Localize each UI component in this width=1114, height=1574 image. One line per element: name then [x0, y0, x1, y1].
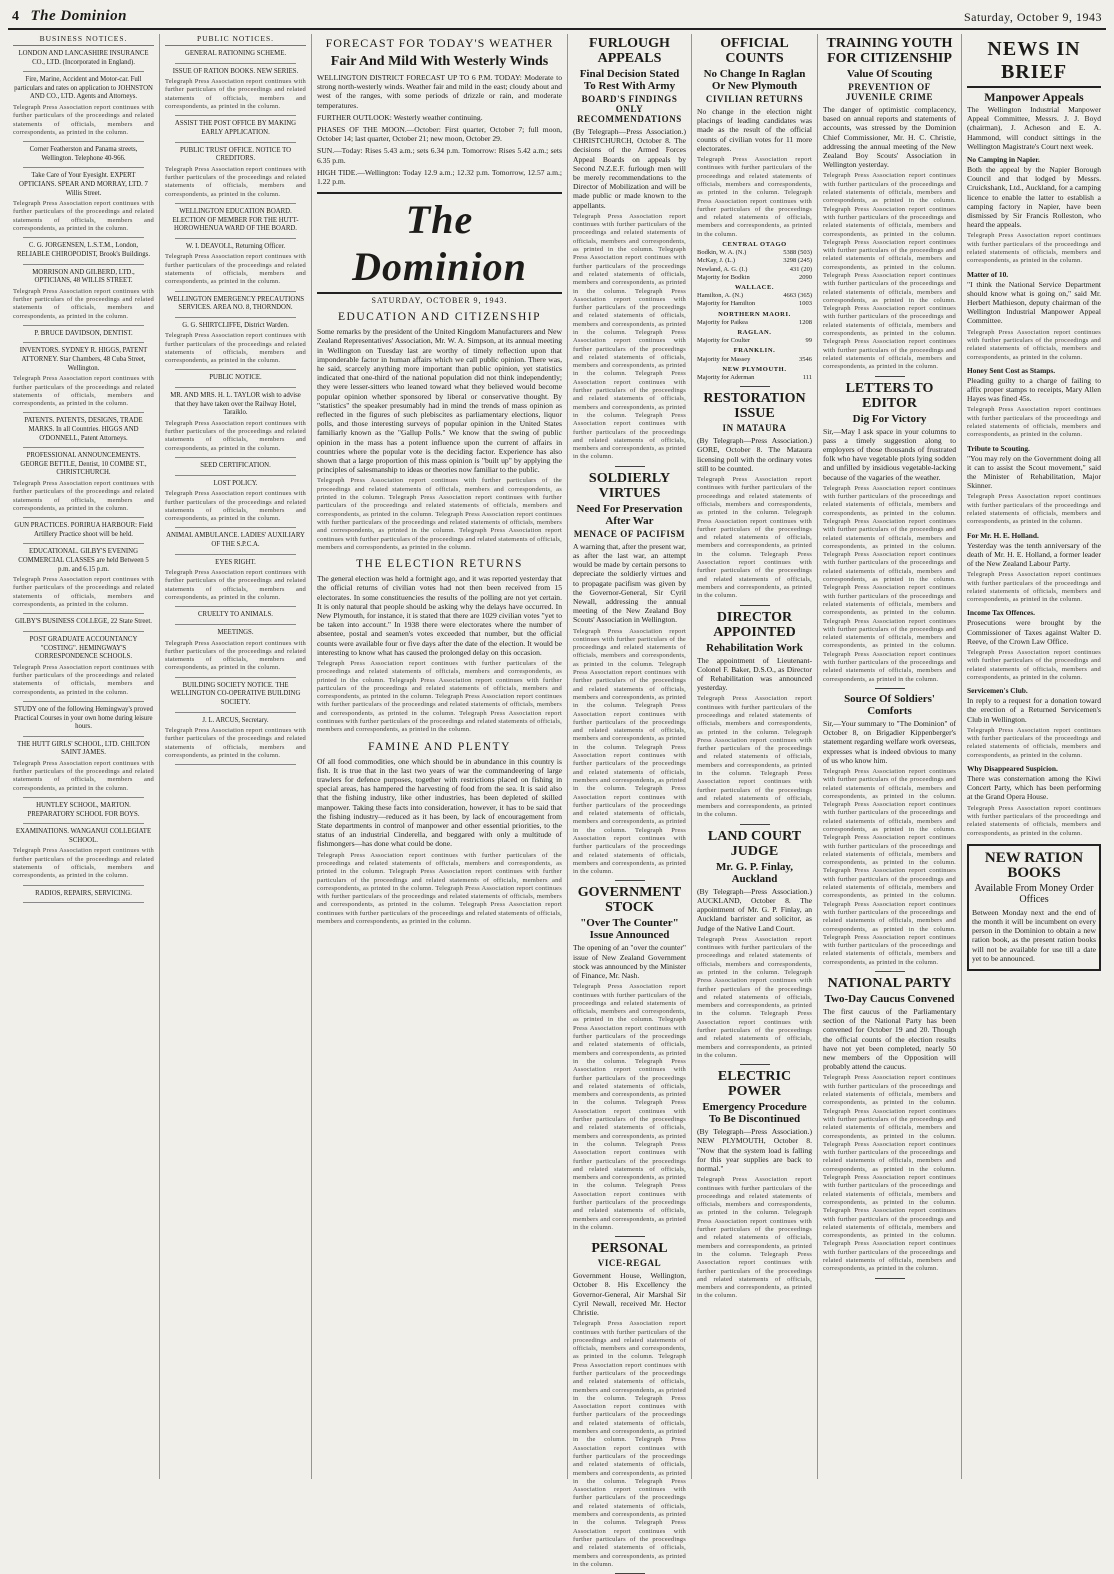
editorial-text: The general election was held a fortnight ago, and it was reported yesterday that the official returns of civilian votes had not then been received from 15 electorates. In some constituencies the results of the polling are not yet certain. It is only natural that people should be asking why the delays have occurred. In New Plymouth, for instance, it is stated that there are 1029 civilian votes "yet to be taken into account." In 1938 there were electorates where the number of absentee, postal and seamen's votes exceeded that number, but the official counts were available four or five days after the date of the election. It would be interesting to know what has caused the prolonged delay on this occasion. — [317, 574, 562, 657]
vote-count: 4663 (365) — [783, 292, 812, 300]
article-continuation: Telegraph Press Association report continues with further particulars of the proceedings and related statements of officials, members and correspondents, as printed in the column. — [13, 576, 154, 609]
brief-text: Pleading guilty to a charge of failing to affix proper stamps to receipts, Mary Allen Hayes was fined 45s. — [967, 375, 1101, 404]
article-divider — [740, 386, 770, 387]
article-continuation: Telegraph Press Association report continues with further particulars of the proceedings and related statements of officials, members and correspondents, as printed in the column. — [967, 571, 1101, 604]
public-notice: PUBLIC TRUST OFFICE. NOTICE TO CREDITORS. — [179, 146, 292, 163]
section-heading: PUBLIC NOTICES. — [165, 34, 306, 46]
notice-divider — [23, 412, 144, 413]
notice-divider — [23, 902, 144, 903]
public-notice: EYES RIGHT. — [215, 558, 256, 566]
notice-divider — [175, 115, 296, 116]
masthead-date: Saturday, October 9, 1943 — [963, 10, 1102, 24]
column-public-notices — [160, 34, 312, 1479]
article-continuation: Telegraph Press Association report continues with further particulars of the proceedings and related statements of officials, members and correspondents, as printed in the column. — [165, 165, 306, 198]
table-title: CENTRAL OTAGO — [722, 240, 787, 248]
notice-divider — [23, 141, 144, 142]
notice-divider — [23, 325, 144, 326]
candidate-name: Bodkin, W. A. (N.) — [697, 249, 747, 257]
articles-list — [573, 36, 686, 1574]
table-section-label: NEW PLYMOUTH. — [722, 365, 787, 373]
masthead-left — [12, 8, 127, 25]
article-continuation: Telegraph Press Association report continues with further particulars of the proceedings and related statements of officials, members and correspondents, as printed in the column. Telegraph Press Association report continues with further particulars of the proceedings and related statements of officials, members and correspondents, as printed in the column. Telegraph Press Association report continues with further particulars of the proceedings and related statements of officials, members and correspondents, as printed in the column. — [697, 935, 812, 1059]
editorials — [317, 311, 562, 926]
brief-heading: No Camping in Napier. — [967, 155, 1040, 165]
article-continuation: Telegraph Press Association report continues with further particulars of the proceedings and related statements of officials, members and correspondents, as printed in the column. Telegraph Press Association report continues with further particulars of the proceedings and related statements of officials, members and correspondents, as printed in the column. Telegraph Press Association report continues with further particulars of the proceedings and related statements of officials, members and correspondents, as printed in the column. Telegraph Press Association report continues with further particulars of the proceedings and related statements of officials, members and correspondents, as printed in the column. Telegraph Press Association report continues with further particulars of the proceedings and related statements of officials, members and correspondents, as printed in the column. Telegraph Press Association report continues with further particulars of the proceedings and related statements of officials, members and correspondents, as printed in the column. — [573, 983, 686, 1231]
public-notice: MEETINGS. — [217, 628, 254, 636]
public-notice: BUILDING SOCIETY NOTICE. THE WELLINGTON CO-OPERATIVE BUILDING SOCIETY. — [170, 681, 301, 706]
article-headline: NATIONAL PARTY — [827, 976, 952, 992]
table-row — [697, 249, 812, 257]
table-section-label: FRANKLIN. — [733, 347, 776, 355]
vote-count: 1208 — [799, 318, 812, 326]
public-notice: WELLINGTON EDUCATION BOARD. ELECTION OF MEMBER FOR THE HUTT-HOROWHENUA WARD OF THE BOARD. — [172, 207, 299, 233]
column-business-notices — [8, 34, 160, 1479]
notice-divider — [23, 167, 144, 168]
editorial-heading: EDUCATION AND CITIZENSHIP — [338, 311, 541, 324]
table-rows — [697, 249, 812, 382]
article-text: A warning that, after the present war, as after the last war, an attempt would be made by certain persons to depreciate the soldierly virtues and to propagate pacifism was given by the Governor-General, Sir Cyril Newall, addressing the annual meeting of the New Zealand Boy Scouts' Association in Wellington. — [573, 541, 686, 625]
article-deck: MENACE OF PACIFISM — [573, 528, 686, 539]
notice-divider — [23, 701, 144, 702]
business-notice: Fire, Marine, Accident and Motor-car. Full particulars and rates on application to JOHNSTON AND CO., LTD. Agents and Attorneys. — [14, 76, 153, 101]
article-text: Sir,—Your summary to "The Dominion" of October 8, on Brigadier Kippenberger's statement regarding welfare work overseas, expresses what is indeed obvious to many of us who know him. — [823, 718, 956, 765]
notice-divider — [23, 517, 144, 518]
article-continuation: Telegraph Press Association report continues with further particulars of the proceedings and related statements of officials, members and correspondents, as printed in the column. Telegraph Press Association report continues with further particulars of the proceedings and related statements of officials, members and correspondents, as printed in the column. Telegraph Press Association report continues with further particulars of the proceedings and related statements of officials, members and correspondents, as printed in the column. Telegraph Press Association report continues with further particulars of the proceedings and related statements of officials, members and correspondents, as printed in the column. Telegraph Press Association report continues with further particulars of the proceedings and related statements of officials, members and correspondents, as printed in the column. Telegraph Press Association report continues with further particulars of the proceedings and related statements of officials, members and correspondents, as printed in the column. — [573, 627, 686, 876]
article-continuation: Telegraph Press Association report continues with further particulars of the proceedings and related statements of officials, members and correspondents, as printed in the column. — [967, 328, 1101, 361]
article-deck: IN MATAURA — [722, 423, 787, 434]
articles-list — [697, 386, 812, 1300]
column-news-7 — [818, 34, 962, 1479]
business-notice: P. BRUCE DAVIDSON, DENTIST. — [34, 329, 133, 337]
business-notice: STUDY one of the following Hemingway's proved Practical Courses in your own home during leisure hours. — [14, 705, 153, 731]
article-subheadline: Value Of Scouting — [846, 68, 933, 80]
notice-divider — [175, 457, 296, 458]
brief-heading: Why Disappeared Suspicion. — [967, 764, 1058, 774]
vote-count: 99 — [805, 337, 812, 345]
weather-sun: SUN.—Today: Rises 5.43 a.m.; sets 6.34 p.m. Tomorrow: Rises 5.42 a.m.; sets 6.35 p.m. — [317, 146, 562, 165]
article-subheadline: Source Of Soldiers' Comforts — [844, 692, 935, 717]
article-headline: RESTORATION ISSUE — [703, 391, 806, 422]
candidate-name: Majority for Coulter — [697, 337, 751, 345]
public-notice: G. G. SHIRTCLIFFE, District Warden. — [182, 321, 289, 329]
article-continuation: Telegraph Press Association report continues with further particulars of the proceedings and related statements of officials, members and correspondents, as printed in the column. — [967, 232, 1101, 265]
business-notice: RADIOS, REPAIRS, SERVICING. — [35, 889, 132, 897]
article-continuation: Telegraph Press Association report continues with further particulars of the proceedings and related statements of officials, members and correspondents, as printed in the column. — [13, 847, 154, 880]
article-divider — [615, 466, 645, 467]
candidate-name: McKay, J. (L.) — [697, 257, 736, 265]
notice-divider — [23, 543, 144, 544]
table-section-label: RAGLAN. — [737, 329, 772, 337]
article-divider — [740, 1064, 770, 1065]
public-notice: GENERAL RATIONING SCHEME. — [184, 50, 287, 57]
vote-count: 3546 — [799, 355, 812, 363]
brief-heading: Income Tax Offences. — [967, 608, 1035, 618]
brief-items — [967, 155, 1101, 838]
article-headline: SOLDIERLY VIRTUES — [588, 470, 671, 501]
notice-divider — [175, 764, 296, 765]
article-deck: CIVILIAN RETURNS — [705, 94, 804, 104]
article-text: (By Telegraph—Press Association.) GORE, October 8. The Mataura licensing poll with the ordinary votes still to be counted. — [697, 436, 812, 473]
article-continuation: Telegraph Press Association report continues with further particulars of the proceedings and related statements of officials, members and correspondents, as printed in the column. — [13, 663, 154, 696]
notice-divider — [23, 237, 144, 238]
article-text: The appointment of Lieutenant-Colonel F. Baker, D.S.O., as Director of Rehabilitation was announced yesterday. — [697, 655, 812, 693]
article-deck: PREVENTION OF JUVENILE CRIME — [845, 82, 934, 102]
column-news-6 — [692, 34, 818, 1479]
brief-text: In reply to a request for a donation toward the erection of a Returned Servicemen's Club in Wellington. — [967, 696, 1101, 724]
table-section-label: WALLACE. — [734, 284, 775, 291]
table-row — [697, 257, 812, 265]
article-text: (By Telegraph—Press Association.) AUCKLAND, October 8. The appointment of Mr. G. P. Finlay, an Auckland barrister and solicitor, as Judge of the Native Land Court. — [697, 886, 812, 933]
article-text: The first caucus of the Parliamentary section of the National Party has been convened for October 19 and 20. Though the official counts of the election results have not yet been completed, nearly 50 new members of the Opposition will probably attend the caucus. — [823, 1007, 956, 1072]
editorial-text: Of all food commodities, one which should be in abundance in this country is fish. It is true that in the last two years of war the commandeering of large trawlers for defence purposes, together with restrictions placed on fishing in special areas, has hampered the harvesting of food from the sea. It is said also that the fishing industry, like other industries, has been depleted of skilled manpower. Taking these facts into consideration, however, it has to be said that the fishing industry—reduced as it has been, by lack of encouragement from State departments in control of manpower and other essential priorities, to the status of an industrial Cinderella, and beggared with only a multitude of fishmongers—has done what could be done. — [317, 756, 562, 849]
article-divider — [875, 688, 905, 689]
vote-count: 2090 — [799, 273, 812, 281]
vote-count: 1003 — [799, 300, 812, 308]
business-notice: Corner Featherston and Panama streets, Wellington. Telephone 40-966. — [29, 146, 138, 162]
articles-list — [697, 36, 812, 239]
public-notice: LOST POLICY. — [213, 479, 258, 487]
paper-nameplate: The Dominion — [317, 192, 562, 294]
section-heading: BUSINESS NOTICES. — [13, 34, 154, 46]
article-deck: BOARD'S FINDINGS ONLY RECOMMENDATIONS — [577, 94, 682, 124]
newspaper-page — [8, 6, 1106, 1568]
article-divider — [740, 824, 770, 825]
business-notice: MORRISON AND GILBERD, LTD., OPTICIANS, 48 WILLIS STREET. — [32, 268, 135, 285]
article-headline: GOVERNMENT STOCK — [577, 885, 682, 916]
table-row — [697, 374, 812, 382]
article-continuation: Telegraph Press Association report continues with further particulars of the proceedings and related statements of officials, members and correspondents, as printed in the column. — [13, 287, 154, 320]
article-subheadline: Two-Day Caucus Convened — [824, 993, 955, 1006]
column-news-in-brief — [962, 34, 1106, 1479]
article-continuation: Telegraph Press Association report continues with further particulars of the proceedings and related statements of officials, members and correspondents, as printed in the column. Telegraph Press Association report continues with further particulars of the proceedings and related statements of officials, members and correspondents, as printed in the column. Telegraph Press Association report continues with further particulars of the proceedings and related statements of officials, members and correspondents, as printed in the column. — [697, 1176, 812, 1300]
brief-text: "You may rely on the Government doing all it can to assist the Scout movement," said the Minister of Rehabilitation, Major Skinner. — [967, 453, 1101, 491]
editorial-heading: FAMINE AND PLENTY — [368, 740, 511, 753]
article-continuation: Telegraph Press Association report continues with further particulars of the proceedings and related statements of officials, members and correspondents, as printed in the column. — [967, 406, 1101, 439]
article-continuation: Telegraph Press Association report continues with further particulars of the proceedings and related statements of officials, members and correspondents, as printed in the column. Telegraph Press Association report continues with further particulars of the proceedings and related statements of officials, members and correspondents, as printed in the column. Telegraph Press Association report continues with further particulars of the proceedings and related statements of officials, members and correspondents, as printed in the column. Telegraph Press Association report continues with further particulars of the proceedings and related statements of officials, members and correspondents, as printed in the column. — [317, 477, 562, 551]
notice-divider — [175, 527, 296, 528]
article-text: No change in the election night placings of leading candidates was made as the result of the official counts of civilian votes for 11 more electorates. — [697, 107, 812, 153]
article-subheadline: Mr. G. P. Finlay, Auckland — [715, 860, 794, 885]
article-subheadline: Final Decision Stated To Rest With Army — [579, 68, 680, 92]
brief-text: There was consternation among the Kiwi Concert Party, which has been performing at the Grand Opera House. — [967, 774, 1101, 802]
article-continuation: Telegraph Press Association report continues with further particulars of the proceedings and related statements of officials, members and correspondents, as printed in the column. — [165, 253, 306, 286]
article-headline: DIRECTOR APPOINTED — [713, 609, 796, 640]
candidate-name: Majority for Hamilton — [697, 300, 756, 308]
notice-divider — [175, 606, 296, 607]
vote-count: 111 — [802, 374, 812, 382]
article-continuation: Telegraph Press Association report continues with further particulars of the proceedings and related statements of officials, members and correspondents, as printed in the column. Telegraph Press Association report continues with further particulars of the proceedings and related statements of officials, members and correspondents, as printed in the column. Telegraph Press Association report continues with further particulars of the proceedings and related statements of officials, members and correspondents, as printed in the column. — [697, 695, 812, 819]
brief-heading: Tribute to Scouting. — [967, 443, 1030, 453]
brief-text: "I think the National Service Department should know what is going on," said Mr. Herbert Mathieson, deputy chairman of the Wellington Industrial Manpower Appeal Committee. — [967, 279, 1101, 326]
public-notice: ANIMAL AMBULANCE. LADIES' AUXILIARY OF THE S.P.C.A. — [166, 532, 305, 548]
notice-divider — [175, 624, 296, 625]
business-notice: PROFESSIONAL ANNOUNCEMENTS. GEORGE BETTLE, Dentist, 10 COMBE ST., CHRISTCHURCH. — [20, 452, 147, 477]
notice-divider — [175, 63, 296, 64]
editorial-heading: THE ELECTION RETURNS — [356, 558, 523, 571]
column-news-5 — [568, 34, 692, 1568]
article-text: (By Telegraph—Press Association.) CHRISTCHURCH, October 8. The decisions of the Armed Forces Appeal Boards on appeals by Second N.Z.E.F. furlough men will be merely recommendations to the Director of Mobilization and will be made public or made known to the appellants. — [573, 127, 686, 210]
article-continuation: Telegraph Press Association report continues with further particulars of the proceedings and related statements of officials, members and correspondents, as printed in the column. — [967, 493, 1101, 526]
notice-divider — [23, 71, 144, 72]
article-headline: ELECTRIC POWER — [717, 1069, 792, 1100]
article-continuation: Telegraph Press Association report continues with further particulars of the proceedings and related statements of officials, members and correspondents, as printed in the column. Telegraph Press Association report continues with further particulars of the proceedings and related statements of officials, members and correspondents, as printed in the column. Telegraph Press Association report continues with further particulars of the proceedings and related statements of officials, members and correspondents, as printed in the column. Telegraph Press Association report continues with further particulars of the proceedings and related statements of officials, members and correspondents, as printed in the column. Telegraph Press Association report continues with further particulars of the proceedings and related statements of officials, members and correspondents, as printed in the column. Telegraph Press Association report continues with further particulars of the proceedings and related statements of officials, members and correspondents, as printed in the column. — [823, 767, 956, 966]
public-notice: W. I. DEAVOLL, Returning Officer. — [185, 242, 286, 250]
article-subheadline: Emergency Procedure To Be Discontinued — [702, 1101, 807, 1126]
article-text: The danger of optimistic complacency, based on annual reports and statements of accounts, was stressed by the Dominion Chief Commissioner, Mr. H. C. Christie, addressing the annual meeting of the New Zealand Boy Scouts' Association in Wellington yesterday. — [823, 105, 956, 170]
business-notice: EDUCATIONAL. GILBY'S EVENING COMMERCIAL CLASSES are held Between 5 p.m. and 6.15 p.m. — [18, 548, 149, 573]
ration-books-box — [967, 844, 1101, 971]
notice-divider — [23, 736, 144, 737]
article-continuation: Telegraph Press Association report continues with further particulars of the proceedings and related statements of officials, members and correspondents, as printed in the column. Telegraph Press Association report continues with further particulars of the proceedings and related statements of officials, members and correspondents, as printed in the column. Telegraph Press Association report continues with further particulars of the proceedings and related statements of officials, members and correspondents, as printed in the column. Telegraph Press Association report continues with further particulars of the proceedings and related statements of officials, members and correspondents, as printed in the column. Telegraph Press Association report continues with further particulars of the proceedings and related statements of officials, members and correspondents, as printed in the column. Telegraph Press Association report continues with further particulars of the proceedings and related statements of officials, members and correspondents, as printed in the column. — [823, 172, 956, 371]
article-continuation: Telegraph Press Association report continues with further particulars of the proceedings and related statements of officials, members and correspondents, as printed in the column. — [13, 200, 154, 233]
notice-divider — [23, 342, 144, 343]
article-headline: TRAINING YOUTH FOR CITIZENSHIP — [826, 36, 953, 66]
candidate-name: Hamilton, A. (N.) — [697, 292, 744, 300]
article-headline: LETTERS TO EDITOR — [845, 380, 934, 411]
brief-heading: Servicemen's Club. — [967, 686, 1028, 696]
election-counts-table — [697, 241, 812, 382]
article-subheadline: Dig For Victory — [852, 412, 927, 425]
weather-outlook: FURTHER OUTLOOK: Westerly weather continuing. — [317, 112, 483, 122]
article-continuation: Telegraph Press Association report continues with further particulars of the proceedings and related statements of officials, members and correspondents, as printed in the column. — [967, 649, 1101, 681]
article-continuation: Telegraph Press Association report continues with further particulars of the proceedings and related statements of officials, members and correspondents, as printed in the column. Telegraph Press Association report continues with further particulars of the proceedings and related statements of officials, members and correspondents, as printed in the column. Telegraph Press Association report continues with further particulars of the proceedings and related statements of officials, members and correspondents, as printed in the column. Telegraph Press Association report continues with further particulars of the proceedings and related statements of officials, members and correspondents, as printed in the column. — [317, 851, 562, 926]
paper-date: SATURDAY, OCTOBER 9, 1943. — [371, 296, 508, 306]
notice-divider — [175, 712, 296, 713]
brief-text: Both the appeal by the Napier Borough Council and that lodged by Messrs. Cruickshank, Ltd., Auckland, for a camping licence to enable the latter to establish a camping factory in Napier, have been dismissed by Sir Francis Rolleston, who heard the appeals. — [967, 165, 1101, 230]
brief-text: Prosecutions were brought by the Commissioner of Taxes against Walter D. Reeve, of the Crown Law Office. — [967, 618, 1101, 646]
public-notice: MR. AND MRS. H. L. TAYLOR wish to advise that they have taken over the Railway Hotel, Taraiklo. — [170, 392, 301, 417]
page-number: 4 — [12, 9, 19, 24]
public-notice: PUBLIC NOTICE. — [209, 374, 262, 382]
public-notice: SEED CERTIFICATION. — [200, 462, 271, 470]
article-continuation: Telegraph Press Association report continues with further particulars of the proceedings and related statements of officials, members and correspondents, as printed in the column. — [165, 332, 306, 365]
article-divider — [875, 1278, 905, 1279]
public-notices-list — [165, 50, 306, 765]
article-continuation: Telegraph Press Association report continues with further particulars of the proceedings and related statements of officials, members and correspondents, as printed in the column. — [165, 78, 306, 111]
business-notice: GILBY'S BUSINESS COLLEGE, 22 State Street. — [15, 618, 152, 626]
table-row — [697, 319, 812, 327]
ration-box-title: NEW RATION BOOKS — [984, 849, 1084, 881]
article-continuation: Telegraph Press Association report continues with further particulars of the proceedings and related statements of officials, members and correspondents, as printed in the column. Telegraph Press Association report continues with further particulars of the proceedings and related statements of officials, members and correspondents, as printed in the column. Telegraph Press Association report continues with further particulars of the proceedings and related statements of officials, members and correspondents, as printed in the column. Telegraph Press Association report continues with further particulars of the proceedings and related statements of officials, members and correspondents, as printed in the column. Telegraph Press Association report continues with further particulars of the proceedings and related statements of officials, members and correspondents, as printed in the column. Telegraph Press Association report continues with further particulars of the proceedings and related statements of officials, members and correspondents, as printed in the column. — [823, 484, 956, 683]
article-continuation: Telegraph Press Association report continues with further particulars of the proceedings and related statements of officials, members and correspondents, as printed in the column. — [165, 419, 306, 452]
candidate-name: Majority for Bodkin — [697, 273, 750, 281]
article-continuation: Telegraph Press Association report continues with further particulars of the proceedings and related statements of officials, members and correspondents, as printed in the column. — [13, 375, 154, 408]
table-row — [697, 337, 812, 345]
notice-divider — [175, 142, 296, 143]
article-continuation: Telegraph Press Association report continues with further particulars of the proceedings and related statements of officials, members and correspondents, as printed in the column. — [165, 639, 306, 672]
notice-divider — [23, 823, 144, 824]
business-notice: HUNTLEY SCHOOL, MARTON. PREPARATORY SCHOOL FOR BOYS. — [27, 802, 140, 818]
article-text: (By Telegraph—Press Association.) NEW PLYMOUTH, October 8. "Now that the system load is falling for this year supplies are back to normal." — [697, 1127, 812, 1174]
article-divider — [740, 605, 770, 606]
business-notice: Take Care of Your Eyesight. EXPERT OPTICIANS. SPEAR AND MORRAY, LTD. 7 Willis Street. — [19, 172, 148, 197]
notice-divider — [23, 885, 144, 886]
brief-text: Yesterday was the tenth anniversary of the death of Mr. H. E. Holland, a former leader of the New Zealand Labour Party. — [967, 540, 1101, 569]
article-text: Sir,—May I ask space in your columns to pass a timely suggestion along to employers of those thousands of frustrated folk who have vegetable plots lying sodden and unfilled by insidious vegetable-lacking because of the vagaries of the weather. — [823, 426, 956, 482]
business-notice: EXAMINATIONS. WANGANUI COLLEGIATE SCHOOL. — [15, 828, 152, 844]
article-divider — [875, 376, 905, 377]
business-notice: INVENTORS. SYDNEY R. HIGGS, PATENT ATTORNEY. Star Chambers, 48 Cuba Street, Wellington. — [19, 347, 148, 372]
weather-headline: Fair And Mild With Westerly Winds — [330, 54, 549, 69]
ration-box-subtitle: Available From Money Order Offices — [974, 882, 1094, 905]
news-in-brief-subtitle: Manpower Appeals — [984, 90, 1084, 104]
article-continuation: Telegraph Press Association report continues with further particulars of the proceedings and related statements of officials, members and correspondents, as printed in the column. — [967, 804, 1101, 837]
article-text: Government House, Wellington, October 8. His Excellency the Governor-General, Air Marshal Sir Cyril Newall, received Mr. Hector Christie. — [573, 1271, 686, 1317]
public-notice: J. L. ARCUS, Secretary. — [202, 716, 269, 724]
table-row — [697, 356, 812, 364]
articles-list — [823, 36, 956, 1279]
article-headline: PERSONAL — [591, 1241, 668, 1257]
article-continuation: Telegraph Press Association report continues with further particulars of the proceedings and related statements of officials, members and correspondents, as printed in the column. Telegraph Press Association report continues with further particulars of the proceedings and related statements of officials, members and correspondents, as printed in the column. Telegraph Press Association report continues with further particulars of the proceedings and related statements of officials, members and correspondents, as printed in the column. Telegraph Press Association report continues with further particulars of the proceedings and related statements of officials, members and correspondents, as printed in the column. Telegraph Press Association report continues with further particulars of the proceedings and related statements of officials, members and correspondents, as printed in the column. Telegraph Press Association report continues with further particulars of the proceedings and related statements of officials, members and correspondents, as printed in the column. — [823, 1074, 956, 1273]
article-continuation: Telegraph Press Association report continues with further particulars of the proceedings and related statements of officials, members and correspondents, as printed in the column. — [13, 759, 154, 792]
table-row — [697, 300, 812, 308]
article-continuation: Telegraph Press Association report continues with further particulars of the proceedings and related statements of officials, members and correspondents, as printed in the column. Telegraph Press Association report continues with further particulars of the proceedings and related statements of officials, members and correspondents, as printed in the column. — [697, 156, 812, 238]
brief-heading: Honey Sent Cost as Stamps. — [967, 365, 1056, 375]
vote-count: 431 (20) — [789, 265, 812, 273]
vote-count: 3298 (245) — [783, 257, 812, 265]
business-notice: PATENTS. PATENTS, DESIGNS, TRADE MARKS. In all Countries. HIGGS AND O'DONNELL, Patent Attorneys. — [24, 417, 143, 442]
article-continuation: Telegraph Press Association report continues with further particulars of the proceedings and related statements of officials, members and correspondents, as printed in the column. Telegraph Press Association report continues with further particulars of the proceedings and related statements of officials, members and correspondents, as printed in the column. Telegraph Press Association report continues with further particulars of the proceedings and related statements of officials, members and correspondents, as printed in the column. Telegraph Press Association report continues with further particulars of the proceedings and related statements of officials, members and correspondents, as printed in the column. Telegraph Press Association report continues with further particulars of the proceedings and related statements of officials, members and correspondents, as printed in the column. Telegraph Press Association report continues with further particulars of the proceedings and related statements of officials, members and correspondents, as printed in the column. — [573, 1320, 686, 1568]
candidate-name: Majority for Paikea — [697, 318, 748, 326]
notice-divider — [175, 554, 296, 555]
article-continuation: Telegraph Press Association report continues with further particulars of the proceedings and related statements of officials, members and correspondents, as printed in the column. — [13, 103, 154, 136]
table-section-label: NORTHERN MAORI. — [718, 310, 791, 318]
article-subheadline: Need For Preservation After War — [576, 502, 683, 527]
article-divider — [615, 880, 645, 881]
notice-divider — [23, 797, 144, 798]
article-continuation: Telegraph Press Association report continues with further particulars of the proceedings and related statements of officials, members and correspondents, as printed in the column. — [165, 569, 306, 602]
article-continuation: Telegraph Press Association report continues with further particulars of the proceedings and related statements of officials, members and correspondents, as printed in the column. — [967, 726, 1101, 759]
public-notice: WELLINGTON EMERGENCY PRECAUTIONS SERVICES. AREA NO. 8, THORNDON. — [166, 295, 305, 312]
article-text: The opening of an "over the counter" issue of New Zealand Government stock was announced by the Minister of Finance, Mr. Nash. — [573, 943, 686, 981]
business-notices-list — [13, 50, 154, 903]
notice-divider — [23, 264, 144, 265]
table-row — [697, 274, 812, 282]
weather-moon: PHASES OF THE MOON.—October: First quarter, October 7; full moon, October 14; last quarter, October 21; new moon, October 29. — [317, 125, 562, 144]
notice-divider — [175, 387, 296, 388]
business-notice: LONDON AND LANCASHIRE INSURANCE CO., LTD. (Incorporated in England). — [18, 50, 149, 66]
article-divider — [615, 1236, 645, 1237]
weather-forecast: WELLINGTON DISTRICT FORECAST UP TO 6 P.M. TODAY: Moderate to strong north-westerly winds. Weather fair and mild in the east; cloudy about and west of the ranges, with some periods of drizzle or rain, and moderate temperatures. — [317, 73, 562, 110]
article-continuation: Telegraph Press Association report continues with further particulars of the proceedings and related statements of officials, members and correspondents, as printed in the column. — [13, 480, 154, 512]
notice-divider — [175, 677, 296, 678]
article-headline: OFFICIAL COUNTS — [720, 36, 789, 66]
ration-box-text: Between Monday next and the end of the month it will be incumbent on every person in the Dominion to obtain a new ration book, as the present ration books will not be available for use till a date yet to be announced. — [972, 907, 1096, 963]
table-row — [697, 266, 812, 274]
public-notice: ASSIST THE POST OFFICE BY MAKING EARLY APPLICATION. — [174, 120, 297, 136]
weather-tide: HIGH TIDE.—Wellington: Today 12.9 a.m.; 12.32 p.m. Tomorrow, 12.57 a.m.; 1.22 p.m. — [317, 167, 562, 187]
article-subheadline: "Over The Counter" Issue Announced — [580, 917, 679, 942]
news-in-brief-intro: The Wellington Industrial Manpower Appeal Committee, Messrs. J. J. Boyd (chairman), J. Acheson and E. A. Hammond, will conduct sittings in the Wellington Magistrate's Court next week. — [967, 105, 1101, 151]
notice-divider — [175, 203, 296, 204]
business-notice: GUN PRACTICES. PORIRUA HARBOUR: Field Artillery Practice shoot will be held. — [14, 522, 153, 538]
brief-heading: Matter of 10. — [967, 269, 1009, 279]
article-subheadline: Rehabilitation Work — [706, 641, 803, 654]
article-headline: LAND COURT JUDGE — [707, 828, 802, 859]
notice-divider — [175, 291, 296, 292]
notice-divider — [23, 631, 144, 632]
notice-divider — [175, 475, 296, 476]
notice-divider — [23, 447, 144, 448]
weather-title: FORECAST FOR TODAY'S WEATHER — [325, 36, 554, 50]
brief-heading: For Mr. H. E. Holland. — [967, 530, 1039, 540]
article-continuation: Telegraph Press Association report continues with further particulars of the proceedings and related statements of officials, members and correspondents, as printed in the column. Telegraph Press Association report continues with further particulars of the proceedings and related statements of officials, members and correspondents, as printed in the column. Telegraph Press Association report continues with further particulars of the proceedings and related statements of officials, members and correspondents, as printed in the column. — [697, 476, 812, 600]
candidate-name: Newland, A. G. (I.) — [697, 265, 748, 273]
candidate-name: Majority for Aderman — [697, 374, 755, 382]
candidate-name: Majority for Massey — [697, 355, 751, 363]
article-subheadline: No Change In Raglan Or New Plymouth — [703, 68, 806, 92]
article-headline: FURLOUGH APPEALS — [589, 36, 670, 66]
business-notice: C. G. JORGENSEN, L.S.T.M., London, RELIABLE CHIROPODIST, Brook's Buildings. — [16, 242, 151, 258]
notice-divider — [175, 369, 296, 370]
table-row — [697, 292, 812, 300]
notice-divider — [175, 317, 296, 318]
news-in-brief-title: NEWS IN BRIEF — [967, 38, 1101, 88]
article-continuation: Telegraph Press Association report continues with further particulars of the proceedings and related statements of officials, members and correspondents, as printed in the column. — [165, 490, 306, 523]
article-continuation: Telegraph Press Association report continues with further particulars of the proceedings and related statements of officials, members and correspondents, as printed in the column. Telegraph Press Association report continues with further particulars of the proceedings and related statements of officials, members and correspondents, as printed in the column. Telegraph Press Association report continues with further particulars of the proceedings and related statements of officials, members and correspondents, as printed in the column. Telegraph Press Association report continues with further particulars of the proceedings and related statements of officials, members and correspondents, as printed in the column. Telegraph Press Association report continues with further particulars of the proceedings and related statements of officials, members and correspondents, as printed in the column. Telegraph Press Association report continues with further particulars of the proceedings and related statements of officials, members and correspondents, as printed in the column. — [573, 212, 686, 461]
article-continuation: Telegraph Press Association report continues with further particulars of the proceedings and related statements of officials, members and correspondents, as printed in the column. — [165, 727, 306, 760]
page-masthead — [8, 6, 1106, 30]
business-notice: POST GRADUATE ACCOUNTANCY "COSTING". HEMINGWAY'S CORRESPONDENCE SCHOOLS. — [29, 635, 138, 661]
article-continuation: Telegraph Press Association report continues with further particulars of the proceedings and related statements of officials, members and correspondents, as printed in the column. Telegraph Press Association report continues with further particulars of the proceedings and related statements of officials, members and correspondents, as printed in the column. Telegraph Press Association report continues with further particulars of the proceedings and related statements of officials, members and correspondents, as printed in the column. Telegraph Press Association report continues with further particulars of the proceedings and related statements of officials, members and correspondents, as printed in the column. — [317, 659, 562, 734]
masthead-paper-title: The Dominion — [30, 8, 127, 24]
business-notice: THE HUTT GIRLS' SCHOOL, LTD. CHILTON SAINT JAMES. — [17, 740, 150, 757]
column-editorial — [312, 34, 568, 1479]
vote-count: 5388 (503) — [783, 249, 812, 257]
public-notice: ISSUE OF RATION BOOKS. NEW SERIES. — [172, 67, 299, 75]
notice-divider — [23, 613, 144, 614]
editorial-text: Some remarks by the president of the United Kingdom Manufacturers and New Zealand Representatives' Association, Mr. W. A. Simpson, at its annual meeting in Wellington on Tuesday last are worthy of timely reflection upon that imponderable factor in human affairs which we call public opinion. There was, he said, scarcely anything more important than public opinion, yet statistics indicated that one-third of the national population did not think independently; they were lesser-sitters who leaned toward what they believed would become popular opinion whether sponsored by liberal or conservative thought. By "statistics" the speaker presumably had in mind the trends of mass opinion as reflected in the figures of such plebiscites as parliamentary elections, liquor polls, and those interesting surveys of popular opinion in the United States familiarly known as the "Gallup Polls." We know that the swing of public opinion in the mass has a potent influence upon the current of affairs in countries where the popular vote is the deciding factor. Experience has also shown that a large proportion of this mass opinion is "built up" by applying the principles of salesmanship to ideas or theories now familiar to the public. — [317, 327, 562, 475]
article-deck: VICE-REGAL — [597, 1258, 662, 1269]
public-notice: CRUELTY TO ANIMALS. — [198, 611, 273, 619]
article-divider — [875, 971, 905, 972]
notice-divider — [175, 238, 296, 239]
